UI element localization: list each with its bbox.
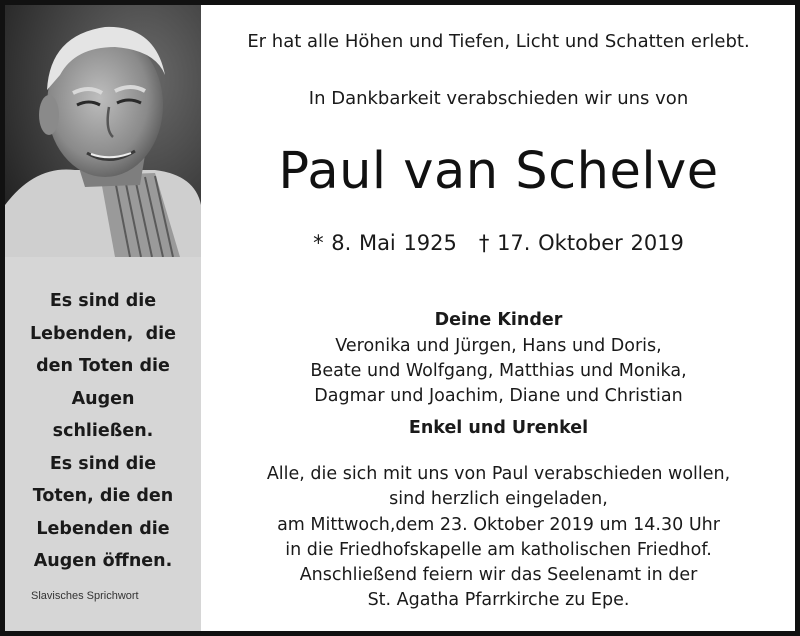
invitation-line: St. Agatha Pfarrkirche zu Epe.: [367, 590, 630, 610]
quote-line: Es sind die: [49, 453, 157, 474]
quote-line: Augen öffnen.: [33, 551, 173, 571]
quote-line: Augen: [71, 388, 135, 409]
obituary-text: [202, 5, 795, 631]
quote-line: Lebenden, die: [30, 323, 176, 344]
invitation-line: in die Friedhofskapelle am katholischen Friedhof.: [285, 540, 712, 560]
children-line: Dagmar und Joachim, Diane und Christian: [314, 386, 683, 406]
grandchildren-heading: Enkel und Urenkel: [408, 418, 589, 438]
children-line: Veronika und Jürgen, Hans und Doris,: [335, 336, 662, 356]
death-date: † 17. Oktober 2019: [478, 231, 684, 255]
deceased-name: Paul van Schelve: [278, 142, 719, 201]
quote-line: schließen.: [52, 421, 154, 441]
children-heading: Deine Kinder: [434, 310, 563, 330]
quote-line: Lebenden die: [36, 518, 170, 539]
motto: Er hat alle Höhen und Tiefen, Licht und Schatten erlebt.: [247, 31, 750, 52]
intro-line: In Dankbarkeit verabschieden wir uns von: [308, 88, 689, 109]
quote-line: den Toten die: [36, 356, 170, 376]
invitation-line: am Mittwoch,dem 23. Oktober 2019 um 14.30 Uhr: [277, 515, 720, 535]
quote-line: Toten, die den: [32, 486, 174, 506]
portrait-image: [5, 5, 201, 257]
portrait-photo: [5, 5, 201, 257]
quote-line: Es sind die: [49, 291, 157, 311]
invitation-line: Anschließend feiern wir das Seelenamt in der: [299, 565, 698, 585]
invitation-line: sind herzlich eingeladen,: [389, 489, 608, 509]
quote-source: Slavisches Sprichwort: [31, 590, 139, 602]
life-dates: [202, 231, 795, 255]
proverb-quote: [5, 285, 201, 578]
birth-date: * 8. Mai 1925: [313, 231, 457, 255]
children-line: Beate und Wolfgang, Matthias und Monika,: [310, 361, 687, 381]
invitation-line: Alle, die sich mit uns von Paul verabschieden wollen,: [266, 464, 731, 484]
